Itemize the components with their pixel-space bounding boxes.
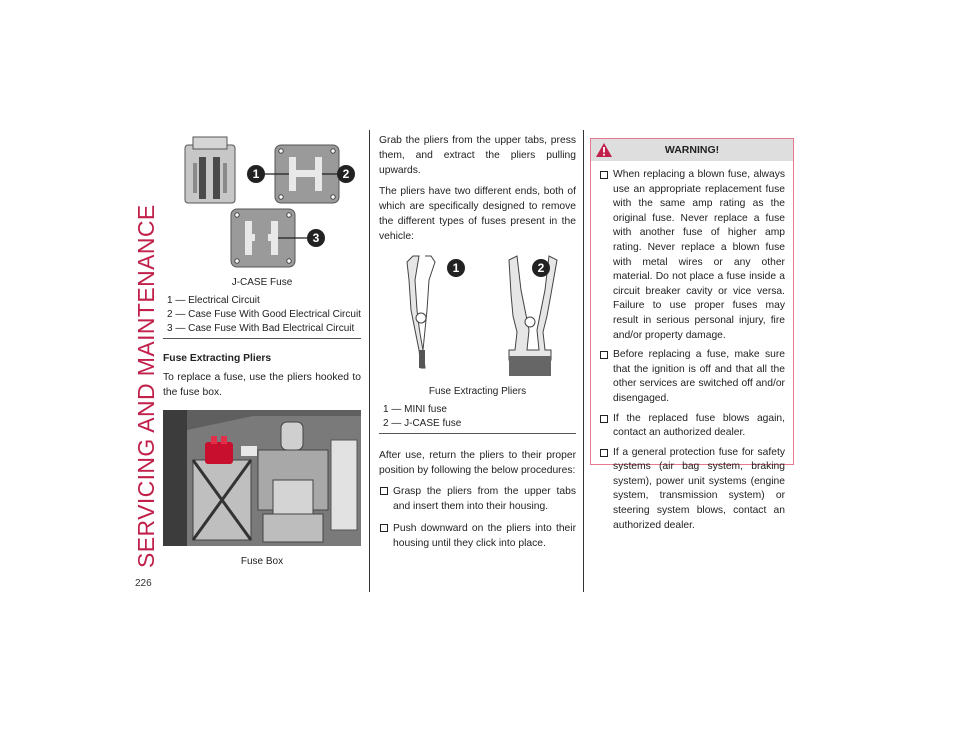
list-item-text: Push downward on the pliers into their housing until they click into place. — [393, 523, 576, 549]
callout-1: 1 — [252, 167, 260, 181]
list-item — [379, 521, 576, 551]
fig3-caption: Fuse Extracting Pliers — [428, 386, 527, 397]
col2-para3: After use, return the pliers to their proper position by following the below procedures: — [379, 450, 576, 476]
warning-body — [591, 161, 793, 533]
column-divider-1 — [369, 130, 370, 592]
fig3-legend-item: 1 — MINI fuse — [383, 404, 447, 415]
pliers-heading: Fuse Extracting Pliers — [163, 353, 272, 364]
fig1-caption: J-CASE Fuse — [231, 277, 293, 288]
fig3-legend — [379, 403, 576, 434]
fig1-legend-item: 1 — Electrical Circuit — [167, 295, 260, 306]
list-item — [379, 484, 576, 514]
checkbox-bullet-icon — [600, 351, 608, 359]
callout-3: 3 — [312, 231, 320, 245]
list-item — [599, 168, 785, 343]
warning-header — [591, 139, 793, 161]
list-item-text: Grasp the pliers from the upper tabs and insert them into their housing. — [393, 486, 576, 512]
pliers-intro: To replace a fuse, use the pliers hooked to the fuse box. — [163, 372, 361, 398]
checkbox-bullet-icon — [600, 415, 608, 423]
list-item — [599, 348, 785, 406]
list-item-text: If a general protection fuse for safety systems (air bag system, braking system), power unit systems (engine system, transmission system) or steering system blows, contact an authorized dealer. — [613, 446, 785, 531]
checkbox-bullet-icon — [380, 524, 388, 532]
callout-2: 2 — [342, 167, 350, 181]
list-item — [599, 446, 785, 534]
page-number: 226 — [135, 578, 152, 589]
checkbox-bullet-icon — [600, 171, 608, 179]
checkbox-bullet-icon — [600, 449, 608, 457]
fuse-box-photo — [163, 410, 361, 546]
list-item-text: Before replacing a fuse, make sure that the ignition is off and that all the other services are switched off and/or disengaged. — [613, 349, 785, 404]
column-2 — [379, 133, 576, 558]
checkbox-bullet-icon — [380, 487, 388, 495]
fig1-legend-item: 3 — Case Fuse With Bad Electrical Circuit — [167, 323, 355, 334]
warning-title: WARNING! — [664, 144, 720, 156]
callout-2: 2 — [537, 261, 545, 275]
column-divider-2 — [583, 130, 584, 592]
list-item-text: When replacing a blown fuse, always use an appropriate replacement fuse with the same amp rating as the original fuse. Never replace a fuse with another fuse of higher amp rating. Never replace a blown fuse with metal wires or any other material. Do not place a fuse inside a circuit breaker cavity or vice versa. Failure to use proper fuses may result in serious personal injury, fire and/or property damage. — [613, 169, 785, 341]
list-item-text: If the replaced fuse blows again, contact an authorized dealer. — [613, 412, 785, 439]
col2-para1: Grab the pliers from the upper tabs, press them, and extract the pliers pulling upwards. — [379, 135, 576, 176]
section-title-text: SERVICING AND MAINTENANCE — [133, 204, 159, 568]
callout-1: 1 — [452, 261, 460, 275]
section-title — [133, 128, 157, 568]
column-1 — [163, 133, 361, 571]
warning-box — [590, 138, 794, 531]
fig1-legend-item: 2 — Case Fuse With Good Electrical Circuit — [167, 309, 361, 320]
fig3-legend-item: 2 — J-CASE fuse — [383, 418, 462, 429]
fig2-caption: Fuse Box — [240, 556, 284, 567]
col2-para2: The pliers have two different ends, both of which are specifically designed to remove the different types of fuses present in the vehicle: — [379, 186, 576, 242]
j-case-fuse-figure — [163, 133, 361, 273]
pliers-figure — [379, 250, 576, 382]
fig1-legend — [163, 294, 361, 339]
list-item — [599, 412, 785, 441]
